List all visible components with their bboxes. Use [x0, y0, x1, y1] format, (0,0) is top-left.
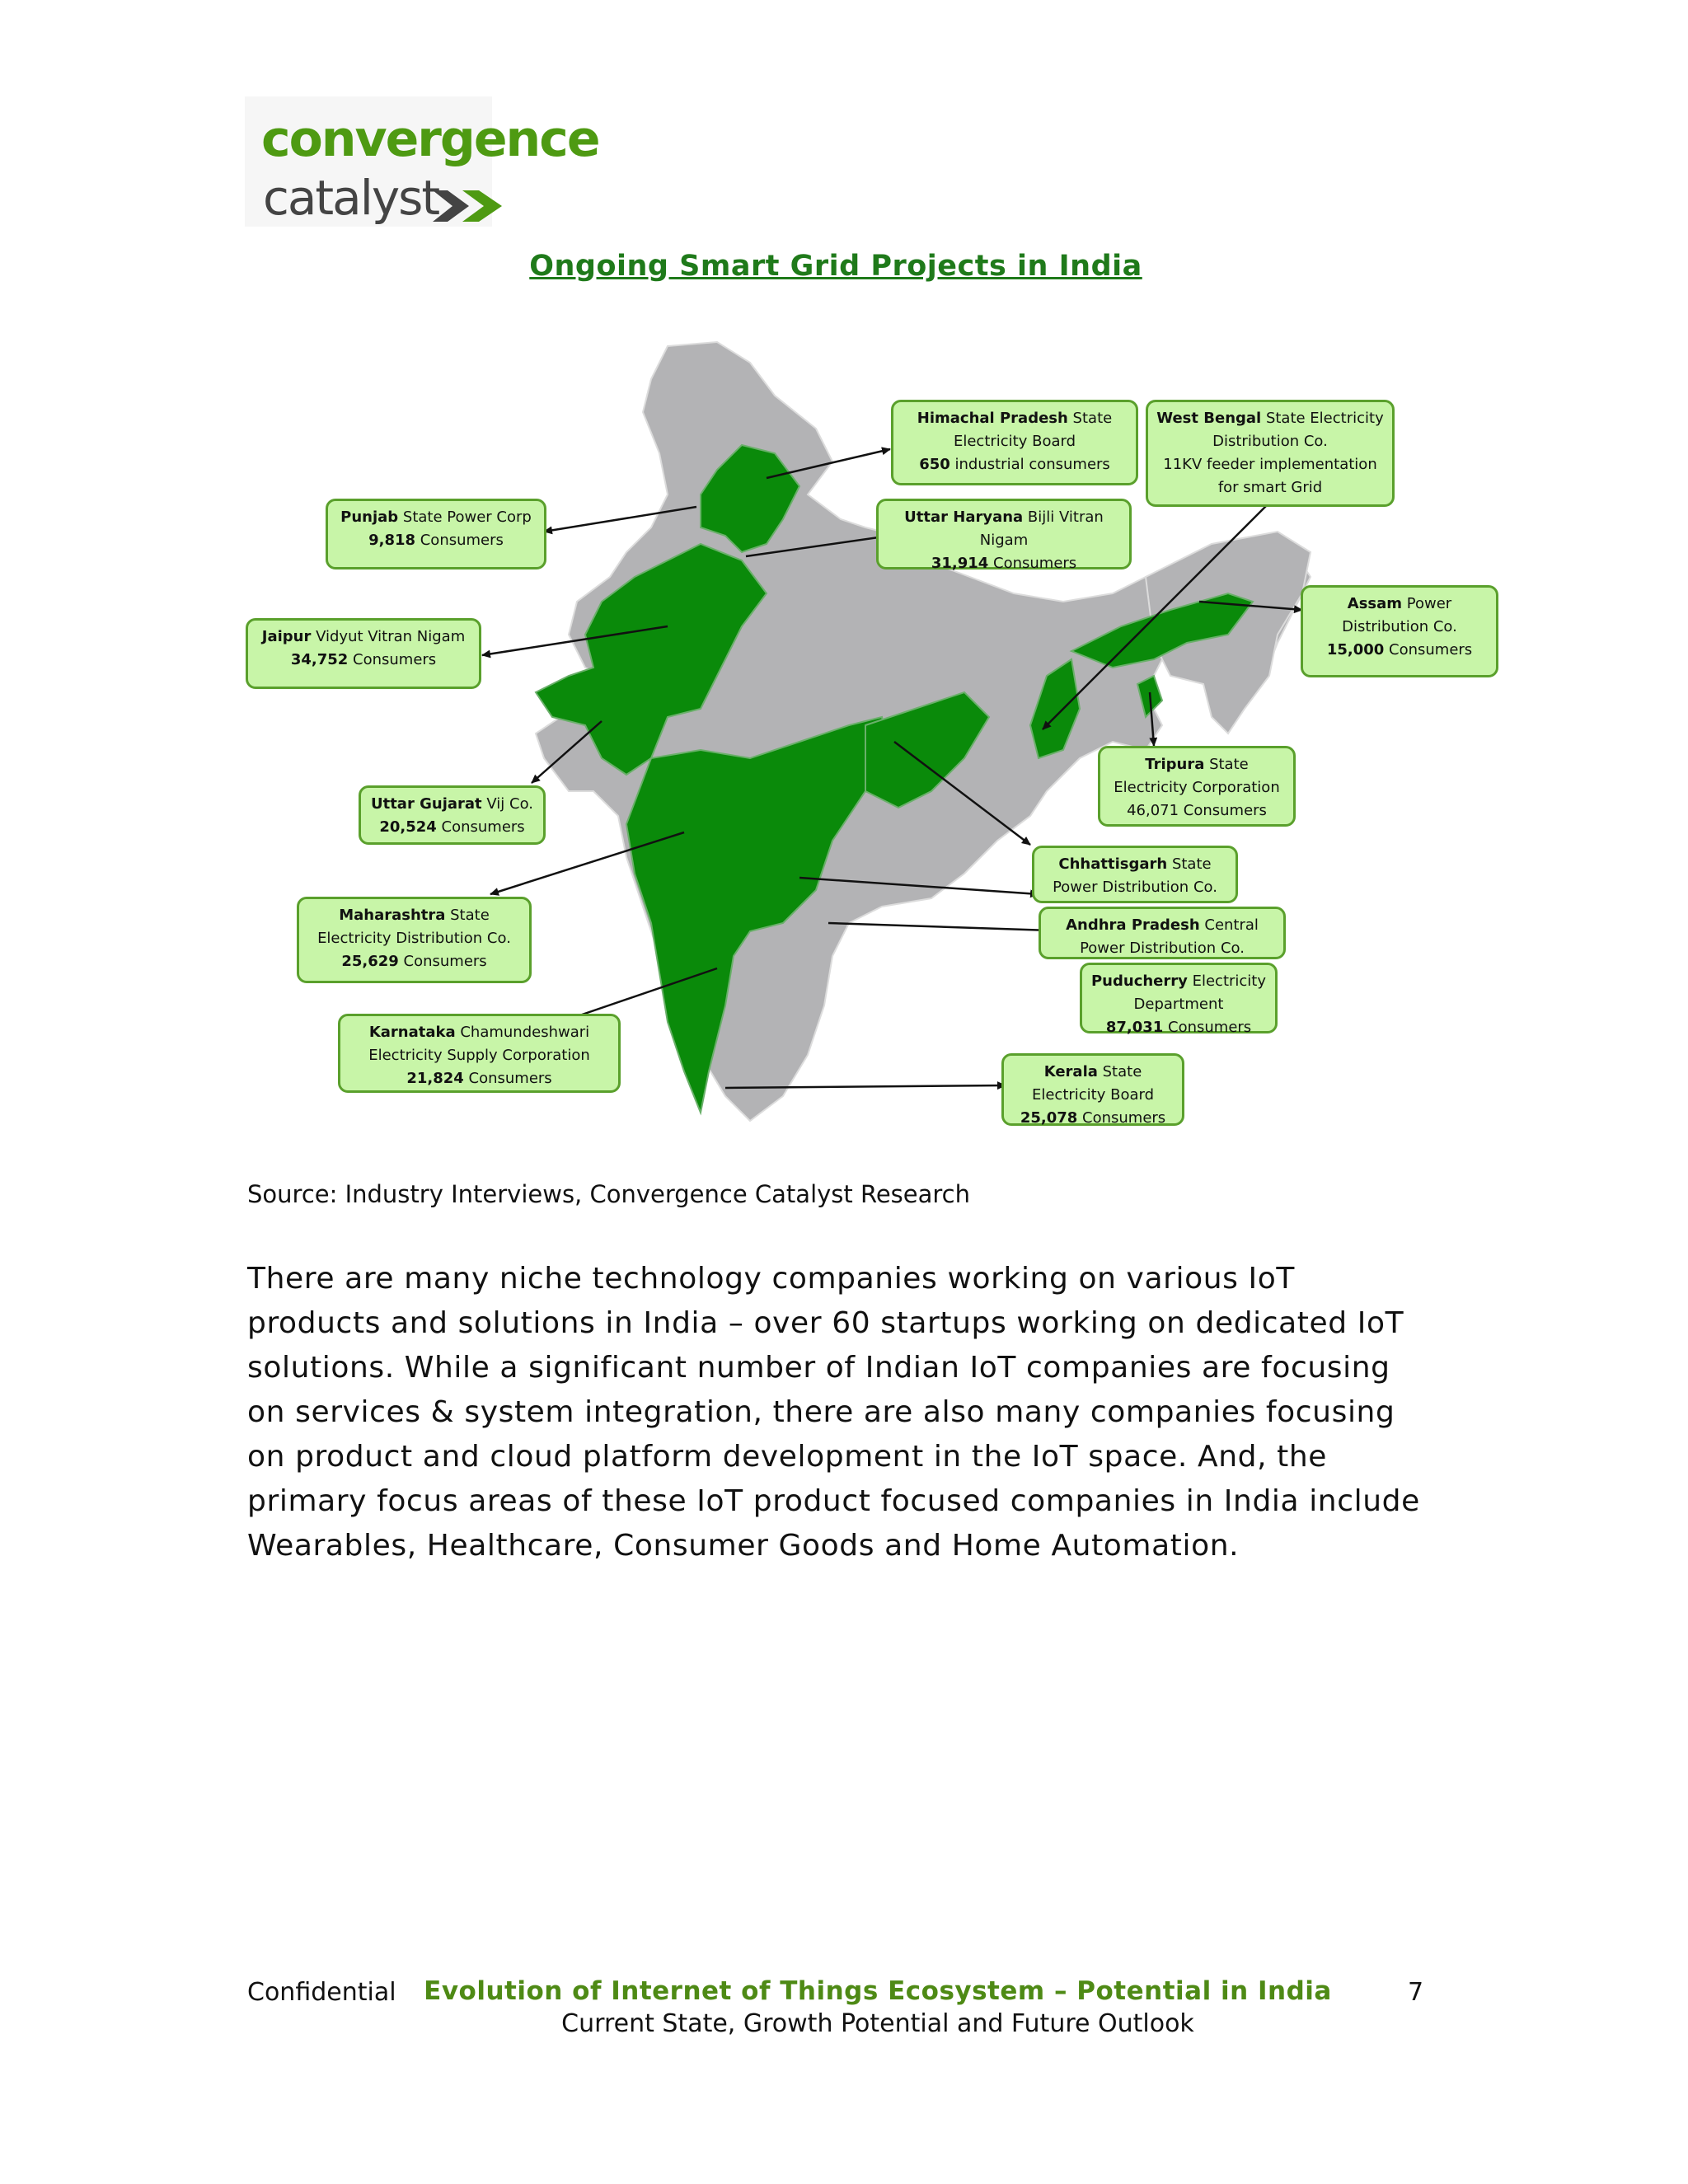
footer-title: Evolution of Internet of Things Ecosystem – Potential in India	[424, 1976, 1332, 2006]
double-chevron-icon	[433, 187, 509, 225]
callout-puducherry: Puducherry Electricity Department 87,031 Consumers	[1080, 963, 1278, 1033]
callout-himachal: Himachal Pradesh State Electricity Board 650 industrial consumers	[891, 400, 1138, 485]
callout-assam: Assam Power Distribution Co. 15,000 Consumers	[1301, 585, 1498, 677]
callout-tripura: Tripura State Electricity Corporation 46,071 Consumers	[1098, 746, 1296, 827]
callout-chhattisgarh: Chhattisgarh State Power Distribution Co.	[1032, 846, 1238, 903]
figure-source: Source: Industry Interviews, Convergence Catalyst Research	[247, 1180, 971, 1208]
figure-title: Ongoing Smart Grid Projects in India	[529, 250, 1142, 283]
footer-subtitle: Current State, Growth Potential and Future Outlook	[561, 2009, 1194, 2038]
callout-andhra: Andhra Pradesh Central Power Distribution Co.	[1039, 907, 1286, 959]
company-logo	[245, 96, 599, 227]
logo-text-convergence: convergence	[261, 110, 599, 168]
logo-text-catalyst: catalyst	[263, 170, 439, 226]
callout-uttarharyana: Uttar Haryana Bijli Vitran Nigam 31,914 Consumers	[876, 499, 1132, 569]
callout-westbengal: West Bengal State Electricity Distribution Co. 11KV feeder implementation for smart Grid	[1146, 400, 1395, 507]
footer-center	[0, 1976, 1688, 2038]
footer-confidential: Confidential	[247, 1978, 396, 2007]
page-number: 7	[1408, 1978, 1424, 2007]
callout-karnataka: Karnataka Chamundeshwari Electricity Supply Corporation 21,824 Consumers	[338, 1014, 621, 1093]
callout-jaipur: Jaipur Vidyut Vitran Nigam 34,752 Consumers	[246, 618, 481, 689]
callout-uttargujarat: Uttar Gujarat Vij Co. 20,524 Consumers	[359, 785, 546, 845]
callout-maharashtra: Maharashtra State Electricity Distribution Co. 25,629 Consumers	[297, 897, 532, 983]
callout-punjab: Punjab State Power Corp 9,818 Consumers	[326, 499, 546, 569]
india-smart-grid-map	[239, 330, 1508, 1146]
callout-kerala: Kerala State Electricity Board 25,078 Consumers	[1001, 1053, 1184, 1126]
body-paragraph: There are many niche technology companies working on various IoT products and solutions in India – over 60 startups working on dedicated IoT solutions. While a significant number of Indian IoT companies are focusing on services & system integration, there are also many companies focusing on product and cloud platform development in the IoT space. And, the primary focus areas of these IoT product focused companies in India include Wearables, Healthcare, Consumer Goods and Home Automation.	[247, 1262, 1420, 1563]
